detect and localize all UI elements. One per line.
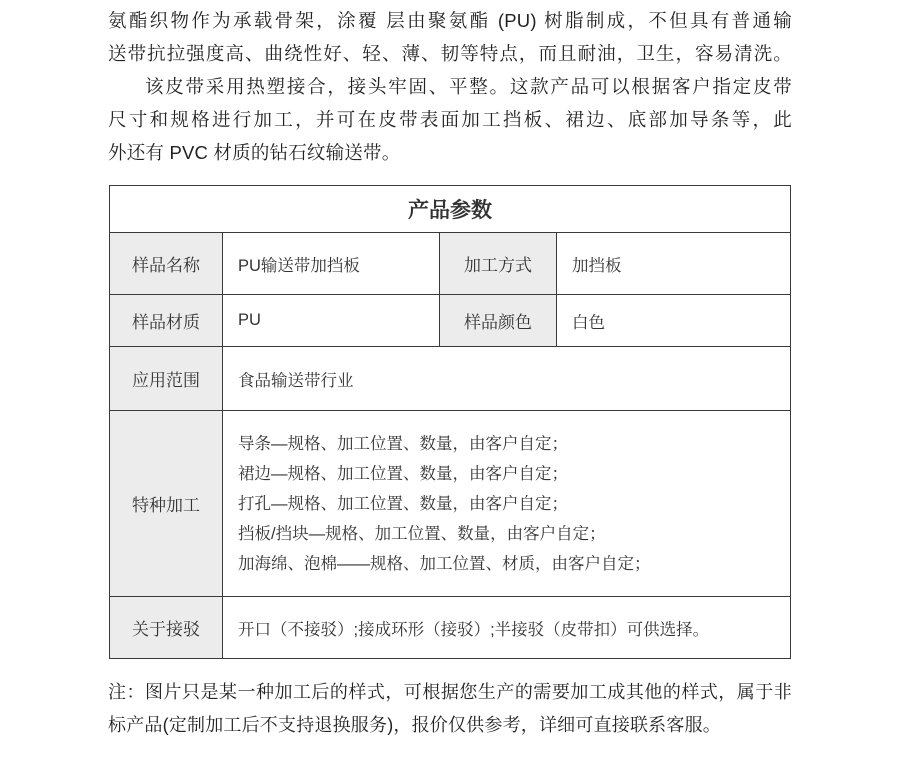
param-label-application-scope: 应用范围 <box>110 347 223 411</box>
table-row <box>110 347 791 411</box>
intro-line-5: 外还有 PVC 材质的钻石纹输送带。 <box>108 142 401 163</box>
table-title: 产品参数 <box>110 186 791 233</box>
special-processing-line-3: 打孔—规格、加工位置、数量，由客户自定； <box>238 494 568 513</box>
footer-note-line-1: 注：图片只是某一种加工后的样式，可根据您生产的需要加工成其他的样式，属于非 <box>108 682 792 702</box>
footer-note-line-2: 标产品(定制加工后不支持退换服务)，报价仅供参考，详细可直接联系客服。 <box>108 715 721 735</box>
param-label-special-processing: 特种加工 <box>110 411 223 597</box>
product-description-page <box>108 4 792 742</box>
intro-line-4: 尺寸和规格进行加工，并可在皮带表面加工挡板、裙边、底部加导条等，此 <box>108 109 792 130</box>
param-value-special-processing <box>223 411 791 597</box>
special-processing-line-1: 导条—规格、加工位置、数量，由客户自定； <box>238 434 568 453</box>
param-label-processing-method: 加工方式 <box>440 233 557 295</box>
param-value-about-joining: 开口（不接驳）;接成环形（接驳）;半接驳（皮带扣）可供选择。 <box>223 597 791 659</box>
special-processing-line-2: 裙边—规格、加工位置、数量，由客户自定； <box>238 464 568 483</box>
param-value-sample-color: 白色 <box>557 295 791 347</box>
table-title-row <box>110 186 791 233</box>
table-row <box>110 233 791 295</box>
intro-line-3: 该皮带采用热塑接合，接头牢固、平整。这款产品可以根据客户指定皮带 <box>145 76 792 97</box>
param-value-sample-material: PU <box>223 295 440 347</box>
special-processing-line-4: 挡板/挡块—规格、加工位置、数量，由客户自定； <box>238 524 606 543</box>
table-row <box>110 597 791 659</box>
table-row <box>110 295 791 347</box>
param-label-about-joining: 关于接驳 <box>110 597 223 659</box>
special-processing-line-5: 加海绵、泡棉——规格、加工位置、材质，由客户自定； <box>238 554 651 573</box>
product-parameters-table <box>109 185 791 659</box>
intro-line-1: 氨酯织物作为承载骨架，涂覆 层由聚氨酯 (PU) 树脂制成，不但具有普通输 <box>108 10 792 31</box>
param-value-sample-name: PU输送带加挡板 <box>223 233 440 295</box>
intro-line-2: 送带抗拉强度高、曲绕性好、轻、薄、韧等特点，而且耐油，卫生，容易清洗。 <box>108 43 792 64</box>
param-value-application-scope: 食品输送带行业 <box>223 347 791 411</box>
param-label-sample-color: 样品颜色 <box>440 295 557 347</box>
param-label-sample-name: 样品名称 <box>110 233 223 295</box>
param-value-processing-method: 加挡板 <box>557 233 791 295</box>
table-row <box>110 411 791 597</box>
param-label-sample-material: 样品材质 <box>110 295 223 347</box>
footer-note <box>108 676 792 742</box>
intro-paragraphs <box>108 4 792 169</box>
